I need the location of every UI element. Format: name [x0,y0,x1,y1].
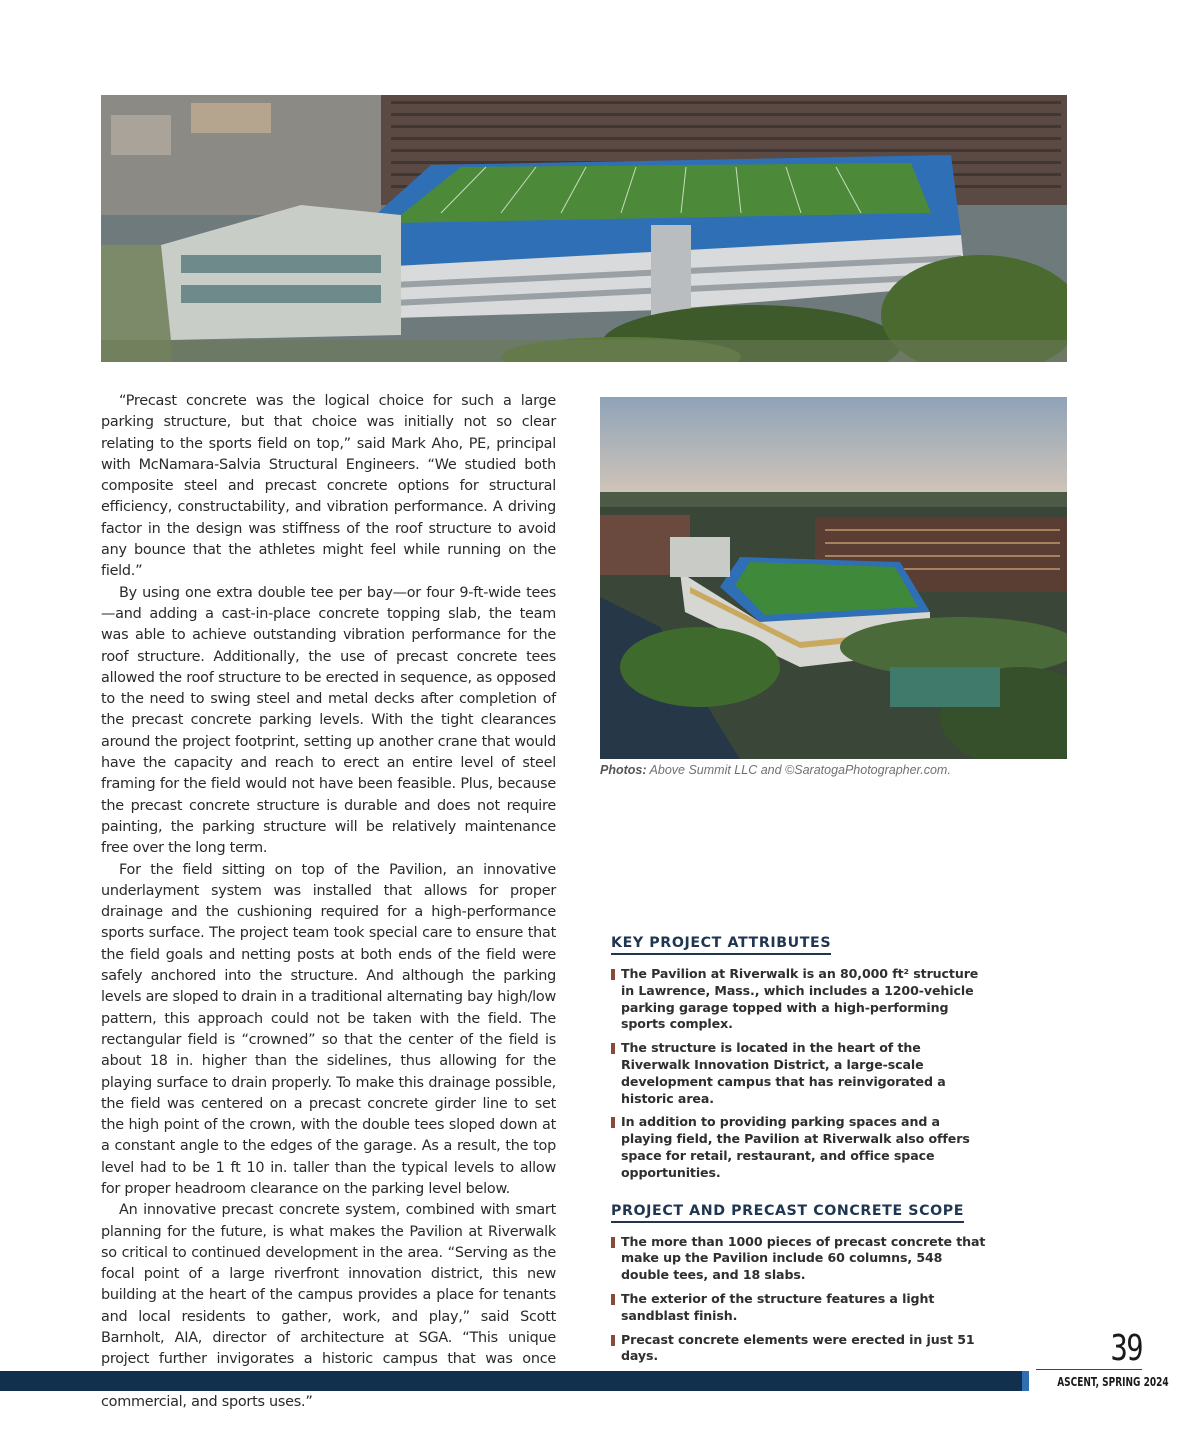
scope-item [611,1234,991,1284]
issue-label: ASCENT, SPRING 2024 [1057,1374,1169,1389]
key-attribute-item [611,1114,991,1181]
key-attributes-section [611,932,991,1182]
scope-text: The more than 1000 pieces of precast concrete that make up the Pavilion include 60 columns, 548 double tees, and 18 slabs. [621,1233,986,1283]
caption-text: Above Summit LLC and ©SaratogaPhotographer.com. [646,763,951,777]
key-attribute-text: The Pavilion at Riverwalk is an 80,000 ft² structure in Lawrence, Mass., which includes a 1200-vehicle parking garage topped with a high-performing sports complex. [621,966,979,1032]
bullet-mark [611,1043,615,1054]
scope-heading: PROJECT AND PRECAST CONCRETE SCOPE [611,1203,964,1223]
scope-text: The exterior of the structure features a light sandblast finish. [621,1290,935,1323]
photo-caption [600,763,1067,777]
caption-label: Photos: [600,763,647,777]
article-paragraph-2: By using one extra double tee per bay—or four 9-ft-wide tees—and adding a cast-in-place concrete topping slab, the team was able to achieve outstanding vibration performance for the roof structure. Additionally, the use of precast concrete tees allowed the roof structure to be erected in sequence, as opposed to the need to swing steel and metal decks after completion of the precast concrete parking levels. With the tight clearances around the project footprint, setting up another crane that would have the capacity and reach to erect an entire level of steel framing for the field would not have been feasible. Plus, because the precast concrete structure is durable and does not require painting, the parking structure will be relatively maintenance free over the long term. [101,584,556,857]
hero-aerial-photo [101,95,1067,362]
key-attributes-list [611,966,991,1182]
footer-bar [0,1371,1022,1391]
article-paragraph-1: “Precast concrete was the logical choice for such a large parking structure, but that choice was initially not so clear relating to the sports field on top,” said Mark Aho, PE, principal with McNamara-Salvia Structural Engineers. “We studied both composite steel and precast concrete options for structural efficiency, constructability, and vibration performance. A driving factor in the design was stiffness of the roof structure to avoid any bounce that the athletes might feel while running on the field.” [101,393,556,580]
riverside-stadium-illustration [600,397,1067,759]
key-attributes-heading: KEY PROJECT ATTRIBUTES [611,935,831,955]
key-attribute-item [611,966,991,1033]
scope-item [611,1291,991,1325]
scope-list [611,1234,991,1366]
riverside-aerial-photo [600,397,1067,759]
article-paragraph-3: For the field sitting on top of the Pavilion, an innovative underlayment system was installed that allows for proper drainage and the cushioning required for a high-performance sports surface. The project team took special care to ensure that the field goals and netting posts at both ends of the field were safely anchored into the structure. And although the parking levels are sloped to drain in a traditional alternating bay high/low pattern, this approach could not be taken with the field. The rectangular field is “crowned” so that the center of the field is about 18 in. higher than the sidelines, thus allowing for the playing surface to drain properly. To make this drainage possible, the field was centered on a precast concrete girder line to set the high point of the crown, with the double tees sloped down at a constant angle to the edges of the garage. As a result, the top level had to be 1 ft 10 in. taller than the typical levels to allow for proper headroom clearance on the parking level below. [101,861,556,1197]
bullet-mark [611,969,615,980]
article-paragraph-4: An innovative precast concrete system, combined with smart planning for the future, is what makes the Pavilion at Riverwalk so critical to continued development in the area. “Serving as the focal point of a large riverfront innovation district, this new building at the heart of the campus provides a place for tenants and local residents to gather, work, and play,” said Scott Barnholt, AIA, director of architecture at SGA. “This unique project further invigorates a historic campus that was once commercial, and sports uses.” [101,1202,556,1410]
bullet-mark [611,1335,615,1346]
scope-text: Precast concrete elements were erected in just 51 days. [621,1331,975,1364]
scope-section [611,1200,991,1366]
footer-accent [1022,1371,1029,1391]
key-attribute-text: In addition to providing parking spaces and a playing field, the Pavilion at Riverwalk also offers space for retail, restaurant, and office space opportunities. [621,1114,970,1180]
page-number: 39 [1110,1328,1142,1369]
sidebar [611,932,991,1372]
aerial-stadium-illustration [101,95,1067,362]
bullet-mark [611,1117,615,1128]
key-attribute-item [611,1040,991,1107]
scope-item [611,1332,991,1366]
article-body [101,391,556,1413]
bullet-mark [611,1237,615,1248]
key-attribute-text: The structure is located in the heart of the Riverwalk Innovation District, a large-scale development campus that has reinvigorated a historic area. [621,1040,946,1106]
bullet-mark [611,1294,615,1305]
footer-rule [1036,1369,1142,1370]
